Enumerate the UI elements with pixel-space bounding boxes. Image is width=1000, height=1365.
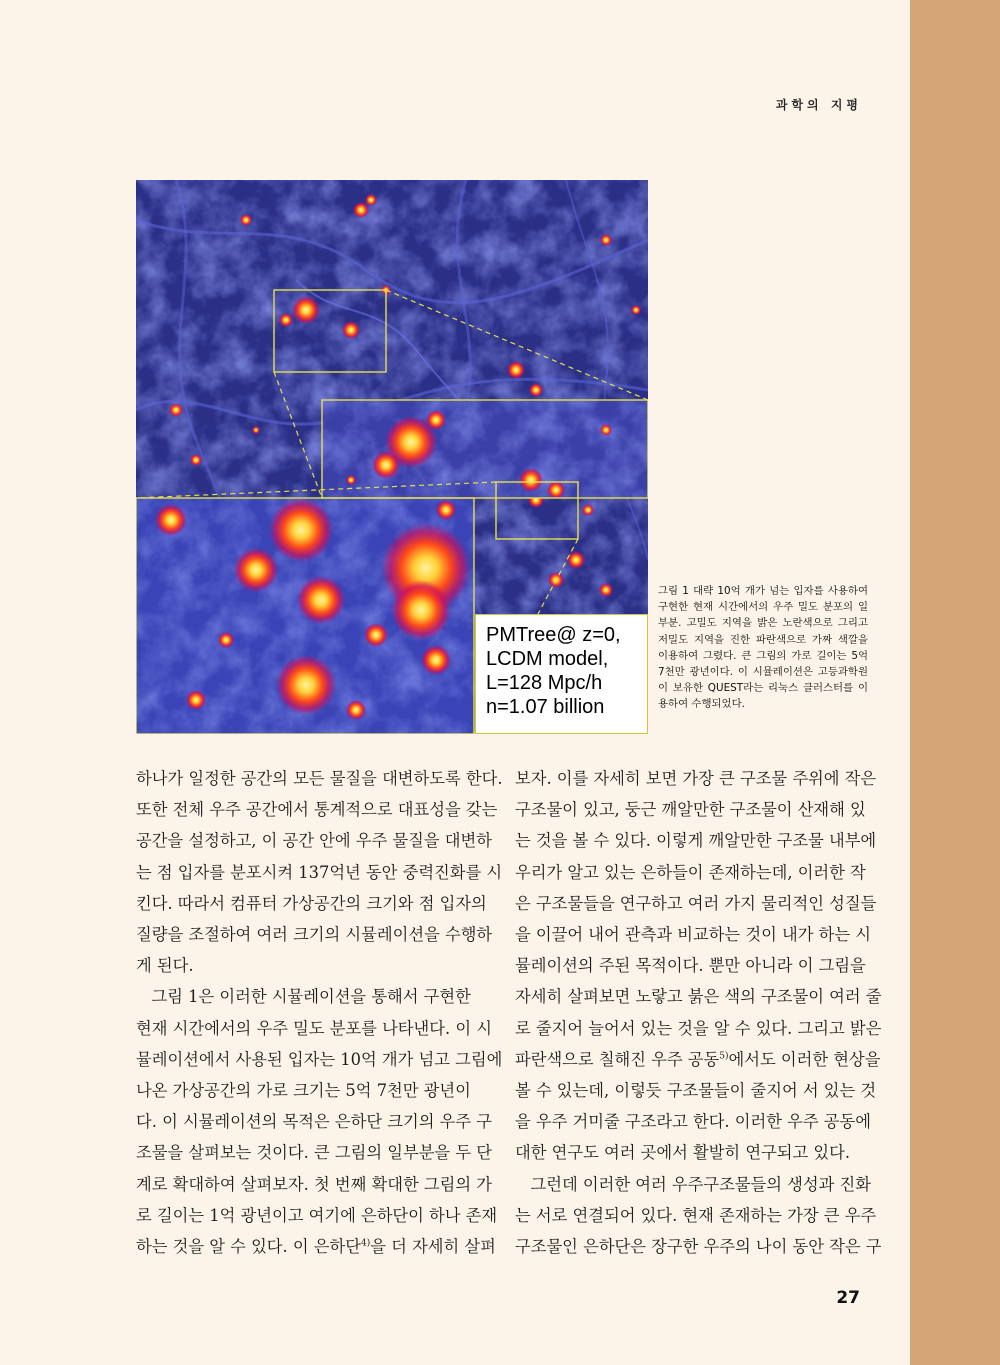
paragraph-3: 보자. 이를 자세히 보면 가장 큰 구조물 주위에 작은 구조물이 있고, 둥근 깨알만한 구조물이 산재해 있 는 것을 볼 수 있다. 이렇게 깨알만한 구조물 내부에 우리가 알고 있는 은하들이 존재하는데, 이러한 작 은 구조물들을 연구하고 여러 가지 물리적인 성질들 을 이끌어 내어 관측과 비교하는 것이 내가 하는 시 뮬레이션의 주된 목적이다. 뿐만 아니라 이 그림을 자세히 살펴보면 노랗고 붉은 색의 구조물이 여러 줄 로 줄지어 늘어서 있는 것을 알 수 있다. 그리고 밝은 파란색으로 칠해진 우주 공동$^{5)}$에서도 이러한 현상을 볼 수 있는데, 이렇듯 구조물들이 줄지어 서 있는 것 을 우주 거미줄 구조라고 한다. 이러한 우주 공동에 대한 연구도 여러 곳에서 활발히 연구되고 있다. [515, 769, 882, 1163]
legend-line-4: n=1.07 billion [486, 696, 605, 718]
body-column-left [136, 763, 503, 1262]
legend-line-2: LCDM model, [486, 648, 609, 670]
legend-line-1: PMTree@ z=0, [486, 624, 621, 646]
paragraph-1: 하나가 일정한 공간의 모든 물질을 대변하도록 한다. 또한 전체 우주 공간에서 통계적으로 대표성을 갖는 공간을 설정하고, 이 공간 안에 우주 물질을 대변하 는 점 입자를 분포시켜 137억년 동안 중력진화를 시 킨다. 따라서 컴퓨터 가상공간의 크기와 점 입자의 질량을 조절하여 여러 크기의 시뮬레이션을 수행하 게 된다. [136, 769, 503, 976]
zoom-level-1 [322, 400, 648, 499]
page-number: 27 [836, 1288, 860, 1308]
footnote-ref-4[interactable]: 4) [360, 1238, 371, 1249]
body-column-right [515, 763, 882, 1262]
legend-line-3: L=128 Mpc/h [486, 672, 603, 694]
zoom-level-2 [136, 498, 474, 734]
simulation-figure [136, 180, 648, 734]
figure-caption: 그림 1 대략 10억 개가 넘는 입자를 사용하여 구현한 현재 시간에서의 우주 밀도 분포의 일부분. 고밀도 지역을 밝은 노란색으로 그리고 저밀도 지역을 진한 파란색으로 가짜 색깔을 이용하여 그렸다. 큰 그림의 가로 길이는 5억 7천만 광년이다. 이 시뮬레이션은 고등과학원이 보유한 QUEST라는 리눅스 클러스터를 이용하여 수행되었다. [658, 585, 868, 711]
simulation-legend [475, 614, 648, 734]
running-header: 과학의 지평 [775, 98, 862, 112]
footnote-ref-5[interactable]: 5) [719, 1051, 729, 1062]
side-color-strip [910, 0, 1000, 1365]
paragraph-2: 그림 1은 이러한 시뮬레이션을 통해서 구현한 현재 시간에서의 우주 밀도 분포를 나타낸다. 이 시 뮬레이션에서 사용된 입자는 10억 개가 넘고 그림에 나온 가상공간의 가로 크기는 5억 7천만 광년이 다. 이 시뮬레이션의 목적은 은하단 크기의 우주 구 조물을 살펴보는 것이다. 큰 그림의 일부분을 두 단 계로 확대하여 살펴보자. 첫 번째 확대한 그림의 가 로 길이는 1억 광년이고 여기에 은하단이 하나 존재 하는 것을 알 수 있다. 이 은하단$^{4)}$을 더 자세히 살펴 [136, 987, 503, 1257]
paragraph-4: 그런데 이러한 여러 우주구조물들의 생성과 진화 는 서로 연결되어 있다. 현재 존재하는 가장 큰 우주 구조물인 은하단은 장구한 우주의 나이 동안 작은 구 [515, 1174, 882, 1257]
